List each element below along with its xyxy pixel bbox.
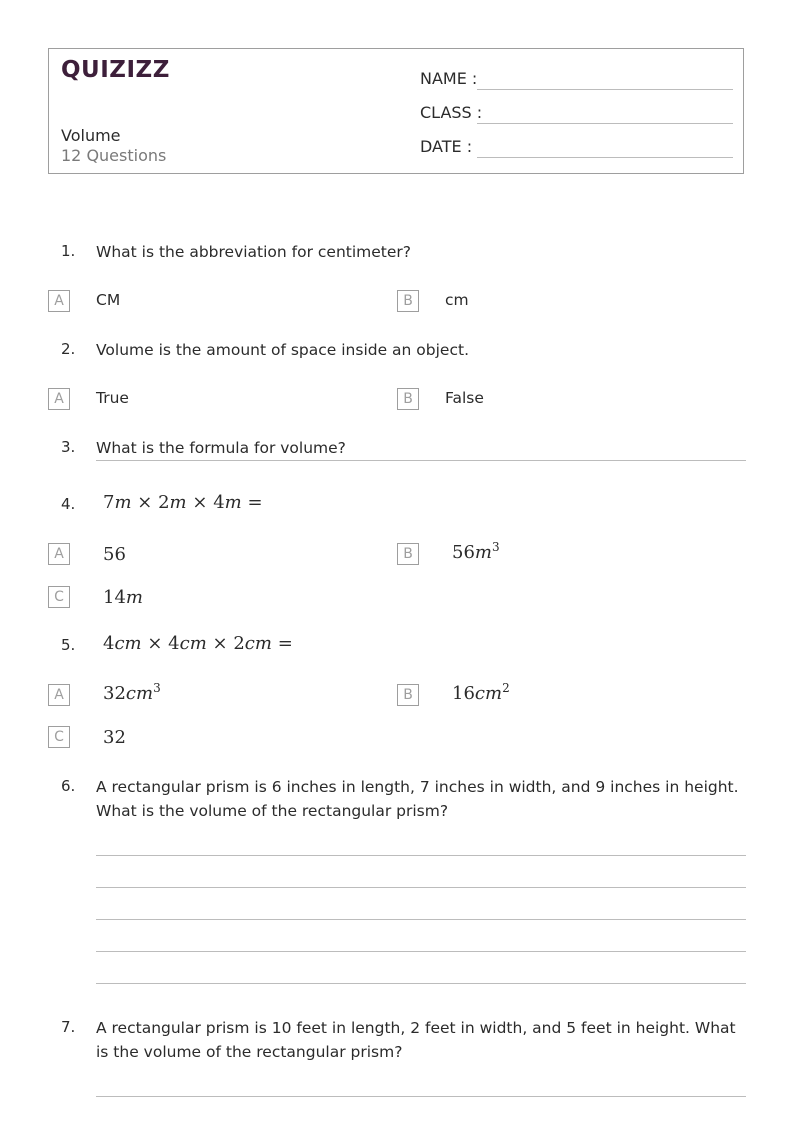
option-box[interactable]: B — [397, 543, 419, 565]
option-box[interactable]: A — [48, 543, 70, 565]
option-box[interactable]: B — [397, 388, 419, 410]
question-text: A rectangular prism is 10 feet in length, 2 feet in width, and 5 feet in height. What is the volume of the rectangular prism? — [96, 1019, 736, 1061]
option-box[interactable]: C — [48, 726, 70, 748]
option-text: False — [445, 389, 484, 407]
option-text: cm — [445, 291, 469, 309]
option-math: 32 — [103, 727, 126, 748]
question-number: 6. — [61, 777, 76, 795]
option-math: $56m^3$ — [452, 540, 500, 563]
name-label: NAME : — [420, 69, 478, 88]
option-math: 14m — [103, 587, 143, 608]
option-box[interactable]: A — [48, 388, 70, 410]
question-count: 12 Questions — [61, 146, 167, 165]
answer-line[interactable] — [96, 983, 746, 984]
option-math: $16cm^2$ — [452, 681, 510, 704]
answer-line[interactable] — [96, 887, 746, 888]
answer-line[interactable] — [96, 951, 746, 952]
question-math: 4cm × 4cm × 2cm = — [103, 633, 293, 654]
option-box[interactable]: A — [48, 290, 70, 312]
question-text: What is the formula for volume? — [96, 439, 346, 457]
option-box[interactable]: A — [48, 684, 70, 706]
option-text: CM — [96, 291, 121, 309]
date-label: DATE : — [420, 137, 473, 156]
class-field[interactable] — [477, 123, 733, 124]
question-number: 5. — [61, 636, 76, 654]
question-math: 7m × 2m × 4m = — [103, 492, 263, 513]
option-math: 56 — [103, 544, 126, 565]
question-number: 4. — [61, 495, 76, 513]
worksheet-title: Volume — [61, 126, 121, 145]
answer-line[interactable] — [96, 919, 746, 920]
quizizz-logo: QUIZIZZ — [61, 57, 170, 83]
worksheet-header — [48, 48, 744, 174]
date-field[interactable] — [477, 157, 733, 158]
question-text: A rectangular prism is 6 inches in length, 7 inches in width, and 9 inches in height. What is the volume of the rectangular prism? — [96, 778, 739, 820]
option-math: $32cm^3$ — [103, 681, 161, 704]
class-label: CLASS : — [420, 103, 483, 122]
answer-line[interactable] — [96, 855, 746, 856]
question-number: 3. — [61, 438, 76, 456]
name-field[interactable] — [477, 89, 733, 90]
question-number: 2. — [61, 340, 76, 358]
option-box[interactable]: B — [397, 684, 419, 706]
option-text: True — [96, 389, 129, 407]
question-number: 1. — [61, 242, 76, 260]
answer-line[interactable] — [96, 1096, 746, 1097]
answer-line[interactable] — [96, 460, 746, 461]
question-text: Volume is the amount of space inside an object. — [96, 341, 469, 359]
question-text: What is the abbreviation for centimeter? — [96, 243, 412, 261]
option-box[interactable]: B — [397, 290, 419, 312]
question-number: 7. — [61, 1018, 76, 1036]
option-box[interactable]: C — [48, 586, 70, 608]
